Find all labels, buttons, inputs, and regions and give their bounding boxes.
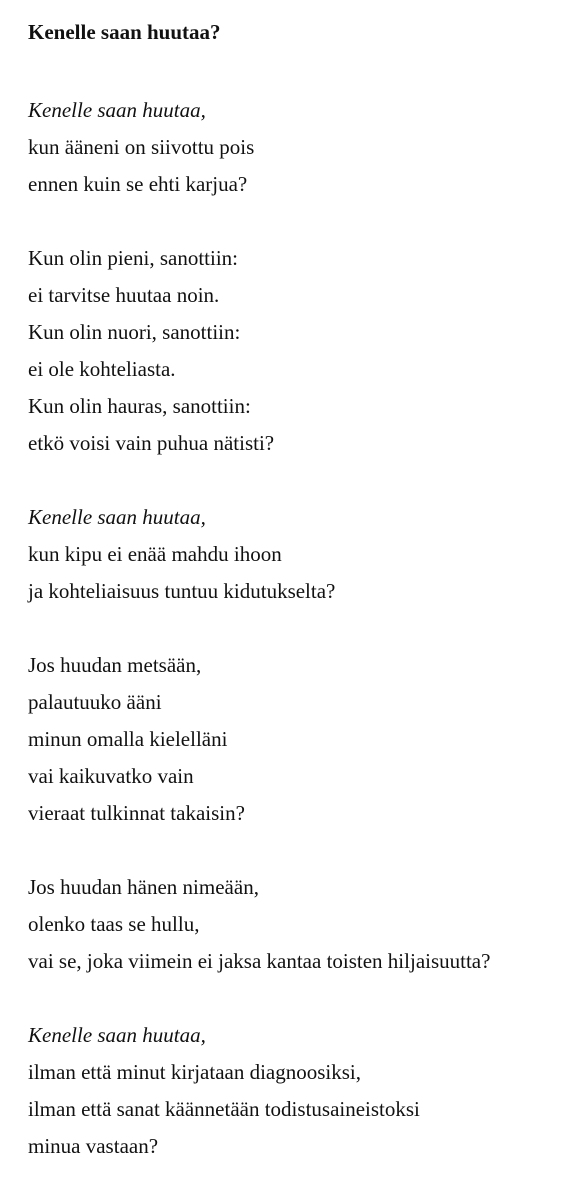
poem-line: vai se, joka viimein ei jaksa kantaa toisten hiljaisuutta? <box>28 949 491 973</box>
poem-line: Jos huudan hänen nimeään, <box>28 875 259 899</box>
poem-line: vieraat tulkinnat takaisin? <box>28 801 245 825</box>
poem-line: minua vastaan? <box>28 1134 159 1158</box>
poem-body <box>28 92 560 1165</box>
poem-line: ja kohteliaisuus tuntuu kidutukselta? <box>28 579 336 603</box>
poem-line: Jos huudan metsään, <box>28 653 202 677</box>
poem-line: Kun olin nuori, sanottiin: <box>28 320 241 344</box>
poem-title: Kenelle saan huutaa? <box>28 20 221 44</box>
stanza-4 <box>28 647 560 832</box>
refrain-line: Kenelle saan huutaa, <box>28 1023 206 1047</box>
poem-line: ennen kuin se ehti karjua? <box>28 172 248 196</box>
poem-line: palautuuko ääni <box>28 690 162 714</box>
stanza-3 <box>28 499 560 610</box>
poem-line: Kun olin pieni, sanottiin: <box>28 246 238 270</box>
refrain-line: Kenelle saan huutaa, <box>28 505 206 529</box>
poem-line: minun omalla kielelläni <box>28 727 228 751</box>
poem-line: ilman että minut kirjataan diagnoosiksi, <box>28 1060 362 1084</box>
poem-line: kun ääneni on siivottu pois <box>28 135 255 159</box>
poem-line: ei tarvitse huutaa noin. <box>28 283 220 307</box>
poem-line: ei ole kohteliasta. <box>28 357 176 381</box>
stanza-1 <box>28 92 560 203</box>
poem-page <box>28 18 560 1202</box>
refrain-line: Kenelle saan huutaa, <box>28 98 206 122</box>
stanza-5 <box>28 869 560 980</box>
stanza-6 <box>28 1017 560 1165</box>
poem-line: Kun olin hauras, sanottiin: <box>28 394 251 418</box>
poem-line: kun kipu ei enää mahdu ihoon <box>28 542 282 566</box>
poem-line: etkö voisi vain puhua nätisti? <box>28 431 275 455</box>
stanza-2 <box>28 240 560 462</box>
poem-line: vai kaikuvatko vain <box>28 764 194 788</box>
poem-line: olenko taas se hullu, <box>28 912 200 936</box>
poem-line: ilman että sanat käännetään todistusaineistoksi <box>28 1097 420 1121</box>
